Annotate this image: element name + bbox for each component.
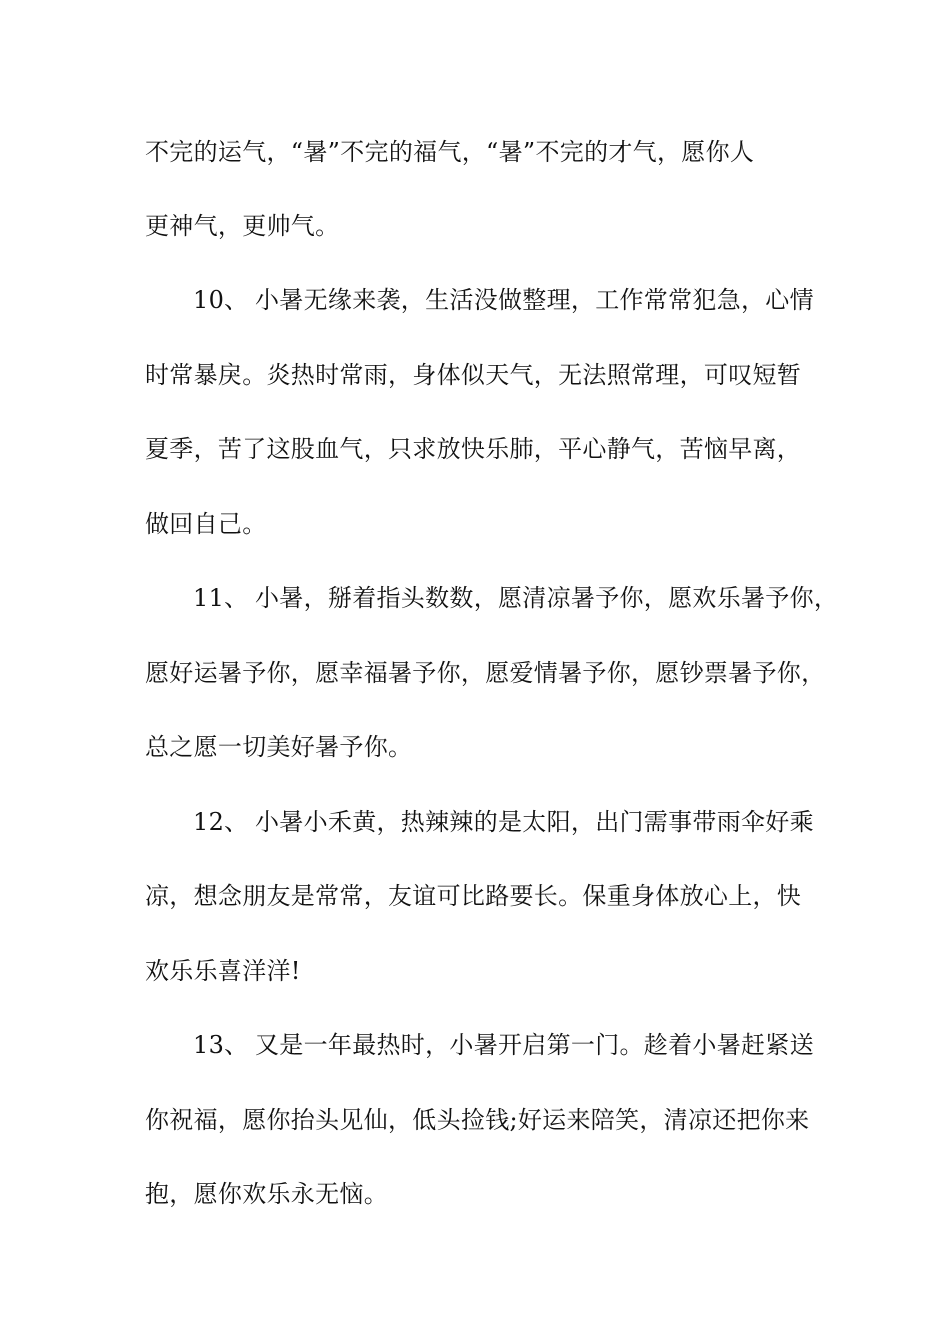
- text-line: 抱，愿你欢乐永无恼。: [145, 1180, 388, 1208]
- text-line: 凉，想念朋友是常常，友谊可比路要长。保重身体放心上，快: [145, 882, 802, 910]
- text-line: 欢乐乐喜洋洋!: [145, 957, 301, 985]
- item-number: 10、: [193, 286, 249, 314]
- text-line: 更神气，更帅气。: [145, 212, 340, 240]
- text-line: 愿好运暑予你，愿幸福暑予你，愿爱情暑予你，愿钞票暑予你，: [145, 659, 826, 687]
- paragraph-first-line: 11、 小暑，掰着指头数数，愿清凉暑予你，愿欢乐暑予你，: [193, 584, 839, 612]
- text-line: 夏季，苦了这股血气，只求放快乐肺，平心静气，苦恼早离，: [145, 435, 802, 463]
- text-line: 总之愿一切美好暑予你。: [145, 733, 413, 761]
- text-line: 你祝福，愿你抬头见仙，低头捡钱;好运来陪笑，清凉还把你来: [145, 1106, 810, 1134]
- text-line: 时常暴戾。炎热时常雨，身体似天气，无法照常理，可叹短暂: [145, 361, 802, 389]
- item-number: 13、: [193, 1031, 249, 1059]
- paragraph-first-line: 13、 又是一年最热时，小暑开启第一门。趁着小暑赶紧送: [193, 1031, 814, 1059]
- text-line: 不完的运气，“暑”不完的福气，“暑”不完的才气，愿你人: [145, 138, 755, 166]
- paragraph-first-line: 12、 小暑小禾黄，热辣辣的是太阳，出门需事带雨伞好乘: [193, 808, 814, 836]
- item-number: 11、: [193, 584, 249, 612]
- text-line: 做回自己。: [145, 510, 267, 538]
- paragraph-first-line: 10、 小暑无缘来袭，生活没做整理，工作常常犯急，心情: [193, 286, 814, 314]
- item-number: 12、: [193, 808, 249, 836]
